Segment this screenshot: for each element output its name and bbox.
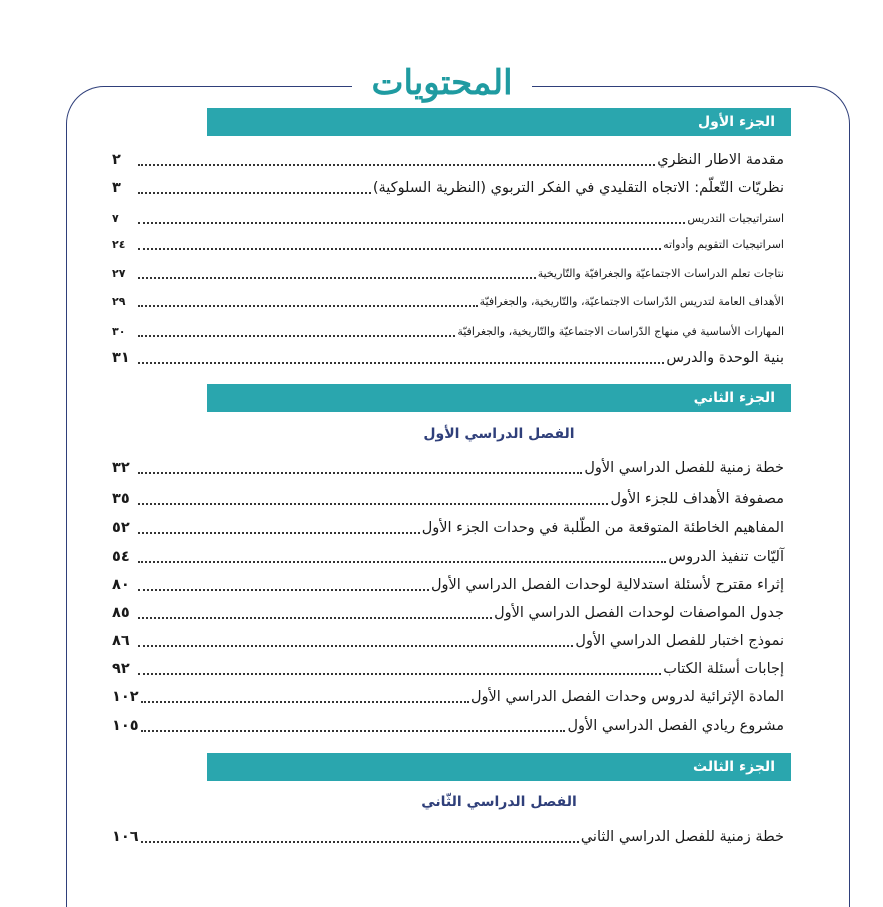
page-title: المحتويات — [371, 63, 513, 103]
dot-leader — [138, 247, 661, 250]
dot-leader — [138, 334, 455, 337]
entry-label: جدول المواصفات لوحدات الفصل الدراسي الأول — [494, 605, 784, 621]
entry-page: ٥٢ — [112, 520, 130, 536]
entry-page: ٨٥ — [112, 605, 130, 621]
entry-label: خطة زمنية للفصل الدراسي الأول — [584, 460, 784, 476]
entry-page: ٢٧ — [112, 266, 126, 280]
entry-label: استراتيجيات التدريس — [687, 211, 784, 225]
entry-label: المادة الإثرائية لدروس وحدات الفصل الدراسي الأول — [471, 689, 784, 705]
section-banner-part-2 — [207, 384, 791, 412]
toc-entry[interactable] — [112, 289, 784, 313]
toc-entry[interactable] — [112, 319, 784, 343]
entry-page: ٣١ — [112, 350, 130, 366]
entry-label: مشروع ريادي الفصل الدراسي الأول — [567, 718, 784, 734]
dot-leader — [138, 163, 655, 166]
toc-entry[interactable] — [112, 148, 784, 172]
toc-entry[interactable] — [112, 346, 784, 370]
section-heading: الجزء الثاني — [693, 390, 775, 406]
entry-label: نظريّات التّعلّم: الاتجاه التقليدي في الفكر التربوي (النظرية السلوكية) — [372, 180, 784, 196]
entry-label: نتاجات تعلم الدراسات الاجتماعيّة والجغرافيّة والتّاريخية — [537, 266, 784, 280]
dot-leader — [141, 729, 566, 732]
entry-page: ١٠٢ — [112, 689, 139, 705]
entry-label: المهارات الأساسية في منهاج الدّراسات الاجتماعيّة والتّاريخية، والجغرافيّة — [457, 324, 784, 338]
entry-label: إجابات أسئلة الكتاب — [663, 661, 784, 677]
entry-label: اسراتيجيات التقويم وأدواته — [663, 237, 784, 251]
dot-leader — [138, 531, 420, 534]
toc-entry[interactable] — [112, 573, 784, 597]
toc-entry[interactable] — [112, 545, 784, 569]
dot-leader — [138, 304, 478, 307]
dot-leader — [138, 191, 371, 194]
section-banner-part-1 — [207, 108, 791, 136]
entry-page: ٧ — [112, 211, 119, 225]
entry-label: خطة زمنية للفصل الدراسي الثاني — [580, 829, 784, 845]
entry-page: ٣٥ — [112, 491, 130, 507]
dot-leader — [138, 616, 492, 619]
entry-page: ٣٢ — [112, 460, 130, 476]
toc-entry[interactable] — [112, 516, 784, 540]
toc-entry[interactable] — [112, 487, 784, 511]
toc-entry[interactable] — [112, 629, 784, 653]
dot-leader — [138, 672, 661, 675]
dot-leader — [141, 840, 579, 843]
entry-page: ٨٦ — [112, 633, 130, 649]
toc-entry[interactable] — [112, 825, 784, 849]
toc-entry[interactable] — [112, 601, 784, 625]
section-heading: الجزء الثالث — [693, 759, 775, 775]
section-heading: الجزء الأول — [698, 114, 775, 130]
toc-entry[interactable] — [112, 456, 784, 480]
toc-entry[interactable] — [112, 685, 784, 709]
dot-leader — [138, 276, 536, 279]
entry-label: المفاهيم الخاطئة المتوقعة من الطّلبة في وحدات الجزء الأول — [421, 520, 784, 536]
entry-page: ٢٤ — [112, 237, 126, 251]
toc-entry[interactable] — [112, 206, 784, 230]
entry-page: ١٠٥ — [112, 718, 139, 734]
entry-label: الأهداف العامة لتدريس الدّراسات الاجتماعيّة، والتّاريخية، والجغرافيّة — [479, 294, 784, 308]
entry-label: نموذج اختبار للفصل الدراسي الأول — [575, 633, 784, 649]
dot-leader — [138, 502, 608, 505]
entry-page: ٢ — [112, 152, 121, 168]
entry-label: مقدمة الاطار النظري — [657, 152, 784, 168]
toc-entry[interactable] — [112, 261, 784, 285]
entry-page: ٢٩ — [112, 294, 126, 308]
dot-leader — [138, 560, 666, 563]
dot-leader — [141, 700, 469, 703]
dot-leader — [138, 588, 429, 591]
toc-entry[interactable] — [112, 232, 784, 256]
entry-page: ٣ — [112, 180, 121, 196]
entry-label: آليّات تنفيذ الدروس — [668, 549, 784, 565]
entry-label: مصفوفة الأهداف للجزء الأول — [610, 491, 784, 507]
title-box — [352, 58, 532, 108]
entry-page: ٥٤ — [112, 549, 130, 565]
entry-page: ٣٠ — [112, 324, 126, 338]
entry-label: بنية الوحدة والدرس — [666, 350, 784, 366]
entry-page: ٩٢ — [112, 661, 130, 677]
dot-leader — [138, 361, 664, 364]
semester-heading: الفصل الدراسي الأول — [423, 426, 575, 442]
entry-page: ٨٠ — [112, 577, 130, 593]
toc-entry[interactable] — [112, 176, 784, 200]
toc-entry[interactable] — [112, 714, 784, 738]
dot-leader — [138, 471, 582, 474]
dot-leader — [138, 644, 573, 647]
dot-leader — [138, 221, 685, 224]
toc-entry[interactable] — [112, 657, 784, 681]
entry-label: إثراء مقترح لأسئلة استدلالية لوحدات الفصل الدراسي الأول — [430, 577, 784, 593]
semester-heading: الفصل الدراسي الثّاني — [421, 794, 577, 810]
section-banner-part-3 — [207, 753, 791, 781]
entry-page: ١٠٦ — [112, 829, 139, 845]
